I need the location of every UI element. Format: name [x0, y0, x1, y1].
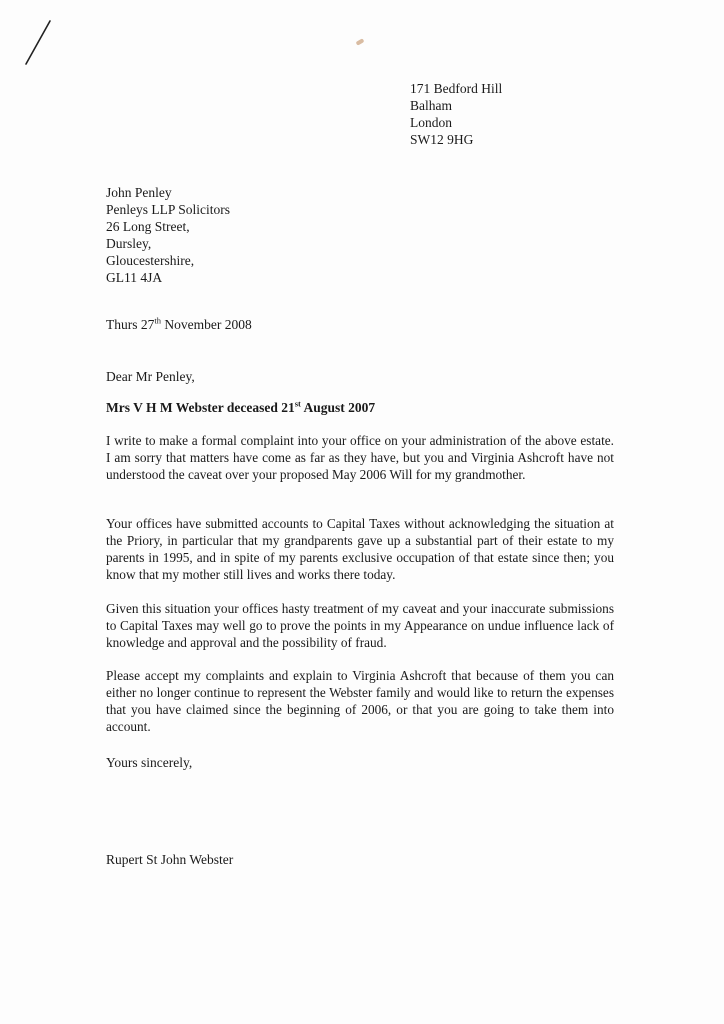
recipient-address-line: Dursley,	[106, 236, 152, 251]
recipient-address-line: John Penley	[106, 185, 172, 200]
sender-address-line: Balham	[410, 98, 452, 113]
letter-date	[106, 317, 252, 333]
subject-date-rest: August 2007	[300, 400, 376, 415]
sender-address-line: SW12 9HG	[410, 132, 474, 147]
date-month-year: November 2008	[161, 317, 252, 332]
sender-address-line: London	[410, 115, 452, 130]
signature-name: Rupert St John Webster	[106, 852, 234, 867]
recipient-address-line: GL11 4JA	[106, 270, 163, 285]
closing: Yours sincerely,	[106, 755, 193, 770]
body-paragraph: Please accept my complaints and explain to Virginia Ashcroft that because of them you can either no longer continue to represent the Webster family and would like to return the expenses that you have claimed since the beginning of 2006, or that you are going to take them into account.	[106, 668, 614, 734]
sender-address	[410, 80, 502, 148]
handwritten-slash-mark	[20, 18, 56, 68]
salutation: Dear Mr Penley,	[106, 369, 195, 384]
recipient-address-line: 26 Long Street,	[106, 219, 190, 234]
date-day: Thurs 27	[106, 317, 155, 332]
body-paragraph: Your offices have submitted accounts to Capital Taxes without acknowledging the situation at the Priory, in particular that my grandparents gave up a substantial part of their estate to my parents in 1995, and in spite of my parents exclusive occupation of that estate since then; you know that my mother still lives and works there today.	[106, 516, 614, 582]
subject-prefix: Mrs V H M Webster deceased 21	[106, 400, 295, 415]
recipient-address-line: Gloucestershire,	[106, 253, 195, 268]
subject-line	[106, 400, 375, 416]
recipient-address-line: Penleys LLP Solicitors	[106, 202, 230, 217]
body-paragraph: Given this situation your offices hasty treatment of my caveat and your inaccurate submissions to Capital Taxes may well go to prove the points in my Appearance on undue influence lack of knowledge and approval and the possibility of fraud.	[106, 601, 614, 650]
recipient-address	[106, 184, 230, 286]
body-paragraph: I write to make a formal complaint into your office on your administration of the above estate. I am sorry that matters have come as far as they have, but you and Virginia Ashcroft have not understood the caveat over your proposed May 2006 Will for my grandmother.	[106, 433, 614, 482]
subject-ordinal: st	[294, 398, 301, 409]
sender-address-line: 171 Bedford Hill	[410, 81, 503, 96]
date-ordinal: th	[154, 315, 161, 326]
ink-speck	[356, 38, 365, 45]
